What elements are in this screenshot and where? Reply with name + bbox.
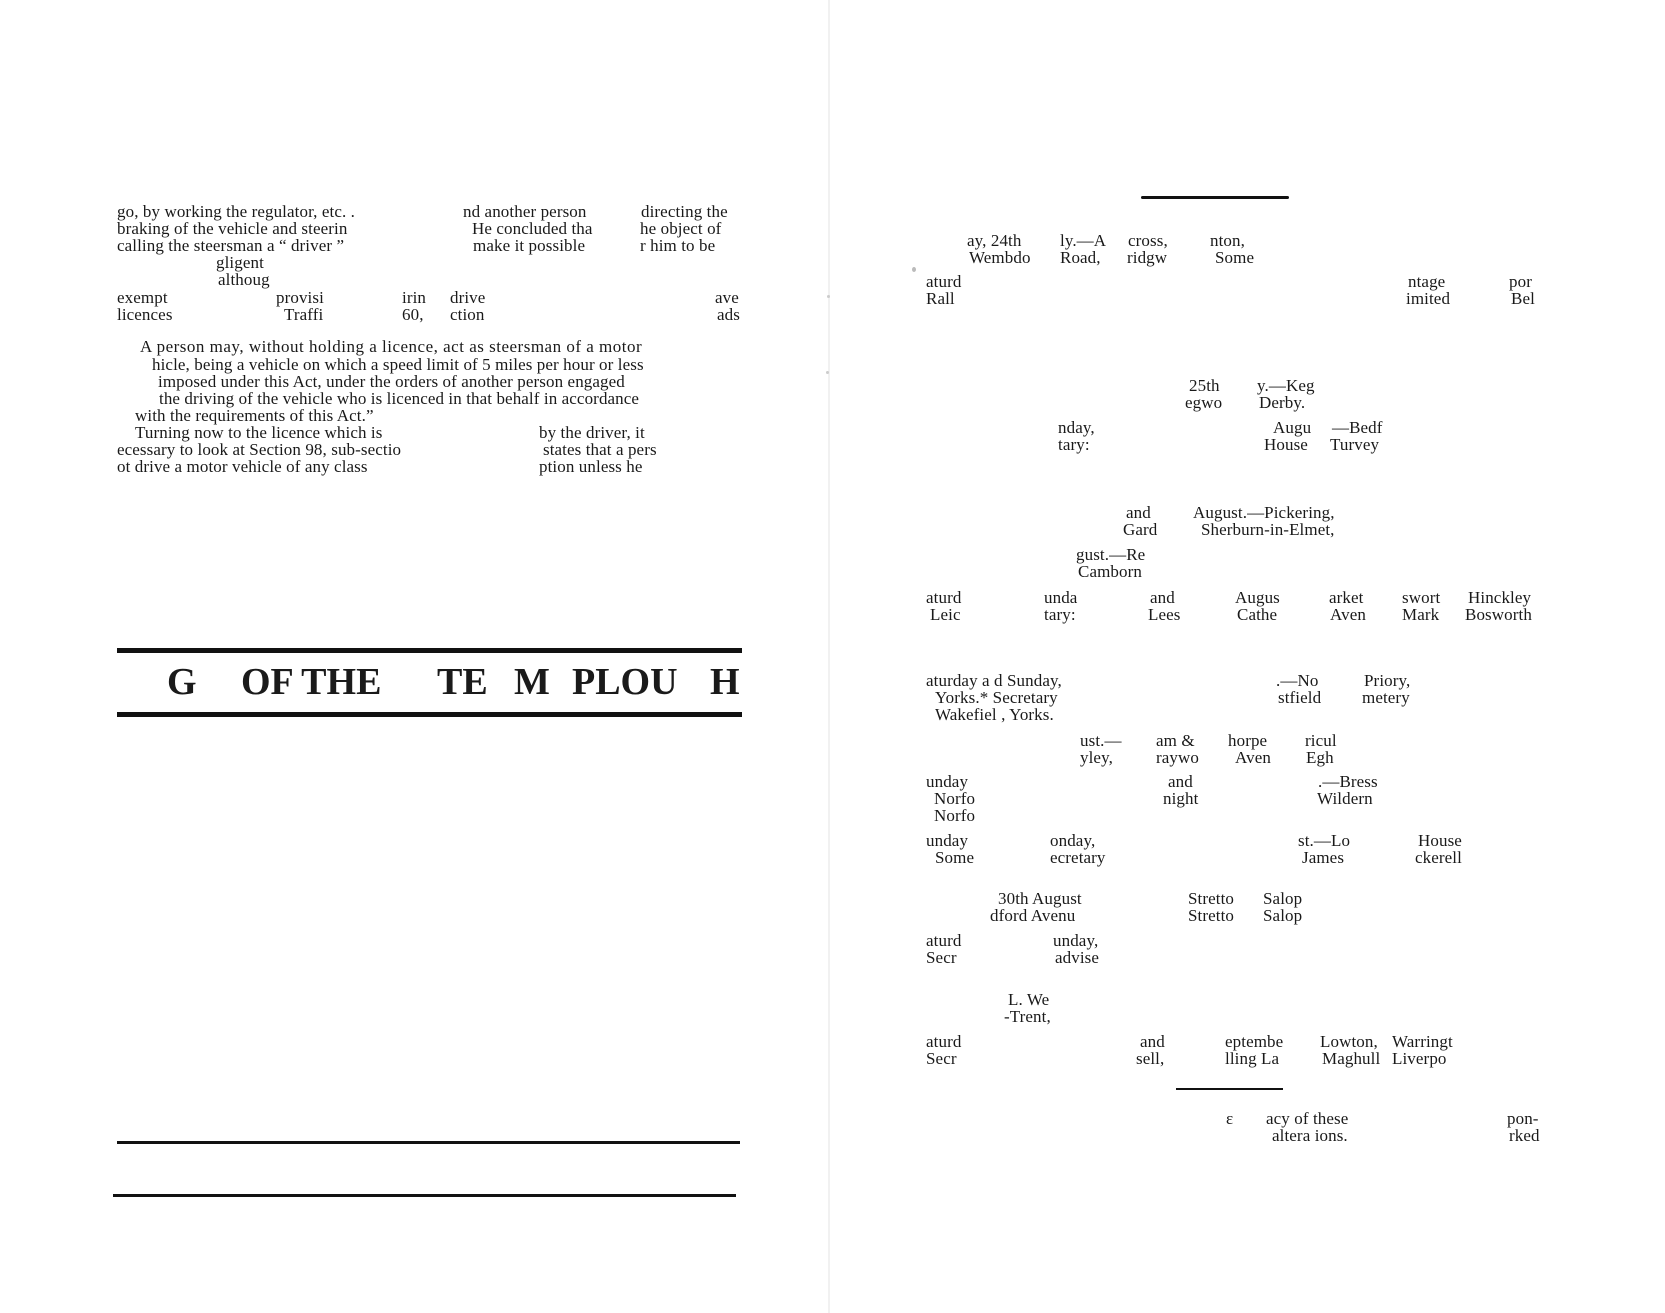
entry9-a1: ust.— bbox=[1080, 731, 1122, 750]
entry7-e1: arket bbox=[1329, 588, 1364, 607]
para1-line-2b: He concluded tha bbox=[472, 219, 593, 238]
licences-word-3: 60, bbox=[402, 305, 424, 324]
licences-word-4: ction bbox=[450, 305, 485, 324]
entry9-b2: raywo bbox=[1156, 748, 1199, 767]
entry14-a1: L. We bbox=[1008, 990, 1050, 1009]
entry5-a2: Gard bbox=[1123, 520, 1158, 539]
entry15-e2: Liverpo bbox=[1392, 1049, 1447, 1068]
entry7-f2: Mark bbox=[1402, 605, 1440, 624]
entry11-a2: Some bbox=[935, 848, 975, 867]
heading-word-4: M bbox=[514, 661, 550, 703]
top-ornament-rule bbox=[1141, 196, 1289, 199]
entry7-f1: swort bbox=[1402, 588, 1441, 607]
quote-line-4: with the requirements of this Act.” bbox=[135, 406, 374, 425]
entry9-b1: am & bbox=[1156, 731, 1195, 750]
entry15-d1: Lowton, bbox=[1320, 1032, 1378, 1051]
para1-line-3c: r him to be bbox=[640, 236, 716, 255]
page-mark bbox=[826, 371, 829, 374]
entry11-d1: House bbox=[1418, 831, 1462, 850]
entry13-b2: advise bbox=[1055, 948, 1100, 967]
licences-word-1: licences bbox=[117, 305, 173, 324]
page-gutter bbox=[828, 0, 830, 1313]
entry3-a1: 25th bbox=[1189, 376, 1220, 395]
heading-word-6: H bbox=[710, 661, 740, 703]
entry7-g1: Hinckley bbox=[1468, 588, 1532, 607]
heading-word-5: PLOU bbox=[572, 661, 678, 703]
licences-word-5: ads bbox=[717, 305, 740, 324]
exempt-word-1: exempt bbox=[117, 288, 168, 307]
entry8-a2: Yorks.* Secretary bbox=[935, 688, 1058, 707]
footer-rule bbox=[1176, 1088, 1283, 1090]
heading-word-2: OF THE bbox=[241, 661, 382, 703]
entry15-d2: Maghull bbox=[1322, 1049, 1381, 1068]
para1-line-1a: go, by working the regulator, etc. . bbox=[117, 202, 356, 221]
para1-line-3a: calling the steersman a “ driver ” bbox=[117, 236, 345, 255]
entry2-c2: Bel bbox=[1511, 289, 1535, 308]
entry10-a1: unday bbox=[926, 772, 969, 791]
entry12-a2: dford Avenu bbox=[990, 906, 1076, 925]
entry9-c2: Aven bbox=[1235, 748, 1271, 767]
entry5-b1: August.—Pickering, bbox=[1193, 503, 1335, 522]
entry15-c2: lling La bbox=[1225, 1049, 1280, 1068]
page-mark bbox=[827, 295, 830, 298]
entry8-c1: Priory, bbox=[1364, 671, 1411, 690]
entry6-a1: gust.—Re bbox=[1076, 545, 1146, 564]
entry3-a2: egwo bbox=[1185, 393, 1223, 412]
exempt-word-5: ave bbox=[715, 288, 739, 307]
entry6-a2: Camborn bbox=[1078, 562, 1142, 581]
entry11-b1: onday, bbox=[1050, 831, 1096, 850]
entry1-a2: Wembdo bbox=[969, 248, 1031, 267]
entry15-b1: and bbox=[1140, 1032, 1165, 1051]
entry15-a1: aturd bbox=[926, 1032, 962, 1051]
entry7-b2: tary: bbox=[1044, 605, 1076, 624]
bottom-rule-2 bbox=[113, 1194, 736, 1197]
heading-bottom-rule bbox=[117, 712, 742, 717]
para1-indent-2: althoug bbox=[218, 270, 270, 289]
entry15-e1: Warringt bbox=[1392, 1032, 1453, 1051]
entry8-c2: metery bbox=[1362, 688, 1410, 707]
heading-top-rule bbox=[117, 648, 742, 653]
entry12-b2: Stretto bbox=[1188, 906, 1235, 925]
entry4-c1: —Bedf bbox=[1332, 418, 1383, 437]
entry10-c1: .—Bress bbox=[1318, 772, 1378, 791]
clipped-text-line bbox=[120, 337, 742, 356]
entry12-c2: Salop bbox=[1263, 906, 1303, 925]
quote-line-3: the driving of the vehicle who is licenced in that behalf in accordance bbox=[159, 389, 640, 408]
heading-word-3: TE bbox=[437, 661, 488, 703]
entry15-a2: Secr bbox=[926, 1049, 957, 1068]
turning-line-3b: ption unless he bbox=[539, 457, 643, 476]
entry11-b2: ecretary bbox=[1050, 848, 1106, 867]
entry3-b1: y.—Keg bbox=[1257, 376, 1315, 395]
turning-line-1a: Turning now to the licence which is bbox=[135, 423, 383, 442]
entry2-c1: por bbox=[1509, 272, 1532, 291]
entry4-b1: Augu bbox=[1273, 418, 1312, 437]
entry7-d2: Cathe bbox=[1237, 605, 1278, 624]
exempt-word-4: drive bbox=[450, 288, 486, 307]
entry11-a1: unday bbox=[926, 831, 969, 850]
entry1-c1: cross, bbox=[1128, 231, 1168, 250]
entry2-a1: aturd bbox=[926, 272, 962, 291]
footer-b1: acy of these bbox=[1266, 1109, 1349, 1128]
turning-line-3a: ot drive a motor vehicle of any class bbox=[117, 457, 368, 476]
entry7-d1: Augus bbox=[1235, 588, 1280, 607]
entry1-d1: nton, bbox=[1210, 231, 1245, 250]
entry5-a1: and bbox=[1126, 503, 1151, 522]
entry4-c2: Turvey bbox=[1330, 435, 1380, 454]
turning-line-2a: ecessary to look at Section 98, sub-sectio bbox=[117, 440, 402, 459]
entry8-b1: .—No bbox=[1276, 671, 1319, 690]
entry4-b2: House bbox=[1264, 435, 1308, 454]
entry14-a2: -Trent, bbox=[1004, 1007, 1051, 1026]
entry9-d2: Egh bbox=[1306, 748, 1334, 767]
entry5-b2: Sherburn-in-Elmet, bbox=[1201, 520, 1335, 539]
para1-line-3b: make it possible bbox=[473, 236, 586, 255]
entry8-a1: aturday a d Sunday, bbox=[926, 671, 1062, 690]
entry8-a3: Wakefiel , Yorks. bbox=[935, 705, 1054, 724]
para1-line-1b: nd another person bbox=[463, 202, 587, 221]
footer-c1: pon- bbox=[1507, 1109, 1539, 1128]
page-mark bbox=[912, 267, 916, 272]
entry7-c2: Lees bbox=[1148, 605, 1181, 624]
entry9-a2: yley, bbox=[1080, 748, 1113, 767]
entry13-a1: aturd bbox=[926, 931, 962, 950]
entry7-e2: Aven bbox=[1330, 605, 1366, 624]
exempt-word-2: provisi bbox=[276, 288, 324, 307]
licences-word-2: Traffi bbox=[284, 305, 324, 324]
entry9-c1: horpe bbox=[1228, 731, 1268, 750]
entry7-g2: Bosworth bbox=[1465, 605, 1532, 624]
entry13-b1: unday, bbox=[1053, 931, 1099, 950]
entry4-a2: tary: bbox=[1058, 435, 1090, 454]
entry9-d1: ricul bbox=[1305, 731, 1337, 750]
entry12-a1: 30th August bbox=[998, 889, 1082, 908]
entry2-a2: Rall bbox=[926, 289, 955, 308]
bottom-rule-1 bbox=[117, 1141, 740, 1144]
entry1-b1: ly.—A bbox=[1060, 231, 1107, 250]
left-page bbox=[0, 0, 832, 1313]
entry2-b1: ntage bbox=[1408, 272, 1446, 291]
entry15-b2: sell, bbox=[1136, 1049, 1165, 1068]
entry10-b1: and bbox=[1168, 772, 1193, 791]
entry15-c1: eptembe bbox=[1225, 1032, 1284, 1051]
footer-mark: ɛ bbox=[1226, 1109, 1234, 1128]
entry11-c2: James bbox=[1302, 848, 1345, 867]
quote-line-1: hicle, being a vehicle on which a speed limit of 5 miles per hour or less bbox=[152, 355, 644, 374]
entry13-a2: Secr bbox=[926, 948, 957, 967]
entry10-c2: Wildern bbox=[1317, 789, 1373, 808]
entry7-a1: aturd bbox=[926, 588, 962, 607]
entry7-c1: and bbox=[1150, 588, 1175, 607]
entry10-a2: Norfo bbox=[934, 789, 976, 808]
entry1-d2: Some bbox=[1215, 248, 1255, 267]
entry7-a2: Leic bbox=[930, 605, 961, 624]
entry1-a1: ay, 24th bbox=[967, 231, 1022, 250]
entry7-b1: unda bbox=[1044, 588, 1078, 607]
para1-line-2a: braking of the vehicle and steerin bbox=[117, 219, 348, 238]
footer-b2: altera ions. bbox=[1272, 1126, 1348, 1145]
entry10-a3: Norfo bbox=[934, 806, 976, 825]
entry11-d2: ckerell bbox=[1415, 848, 1462, 867]
entry10-b2: night bbox=[1163, 789, 1199, 808]
footer-c2: rked bbox=[1509, 1126, 1540, 1145]
para1-line-2c: he object of bbox=[640, 219, 722, 238]
entry1-b2: Road, bbox=[1060, 248, 1101, 267]
entry12-b1: Stretto bbox=[1188, 889, 1235, 908]
right-page bbox=[832, 0, 1665, 1313]
entry3-b2: Derby. bbox=[1259, 393, 1306, 412]
entry1-c2: ridgw bbox=[1127, 248, 1168, 267]
exempt-word-3: irin bbox=[402, 288, 427, 307]
heading-word-1: G bbox=[167, 661, 197, 703]
entry2-b2: imited bbox=[1406, 289, 1451, 308]
entry4-a1: nday, bbox=[1058, 418, 1095, 437]
entry8-b2: stfield bbox=[1278, 688, 1322, 707]
para1-indent-1: gligent bbox=[216, 253, 264, 272]
clipped-text: A person may, without holding a licence, act as steersman of a motor bbox=[140, 337, 643, 356]
entry11-c1: st.—Lo bbox=[1298, 831, 1351, 850]
turning-line-2b: states that a pers bbox=[543, 440, 657, 459]
quote-line-2: imposed under this Act, under the orders of another person engaged bbox=[158, 372, 625, 391]
entry12-c1: Salop bbox=[1263, 889, 1303, 908]
turning-line-1b: by the driver, it bbox=[539, 423, 645, 442]
para1-line-1c: directing the bbox=[641, 202, 728, 221]
